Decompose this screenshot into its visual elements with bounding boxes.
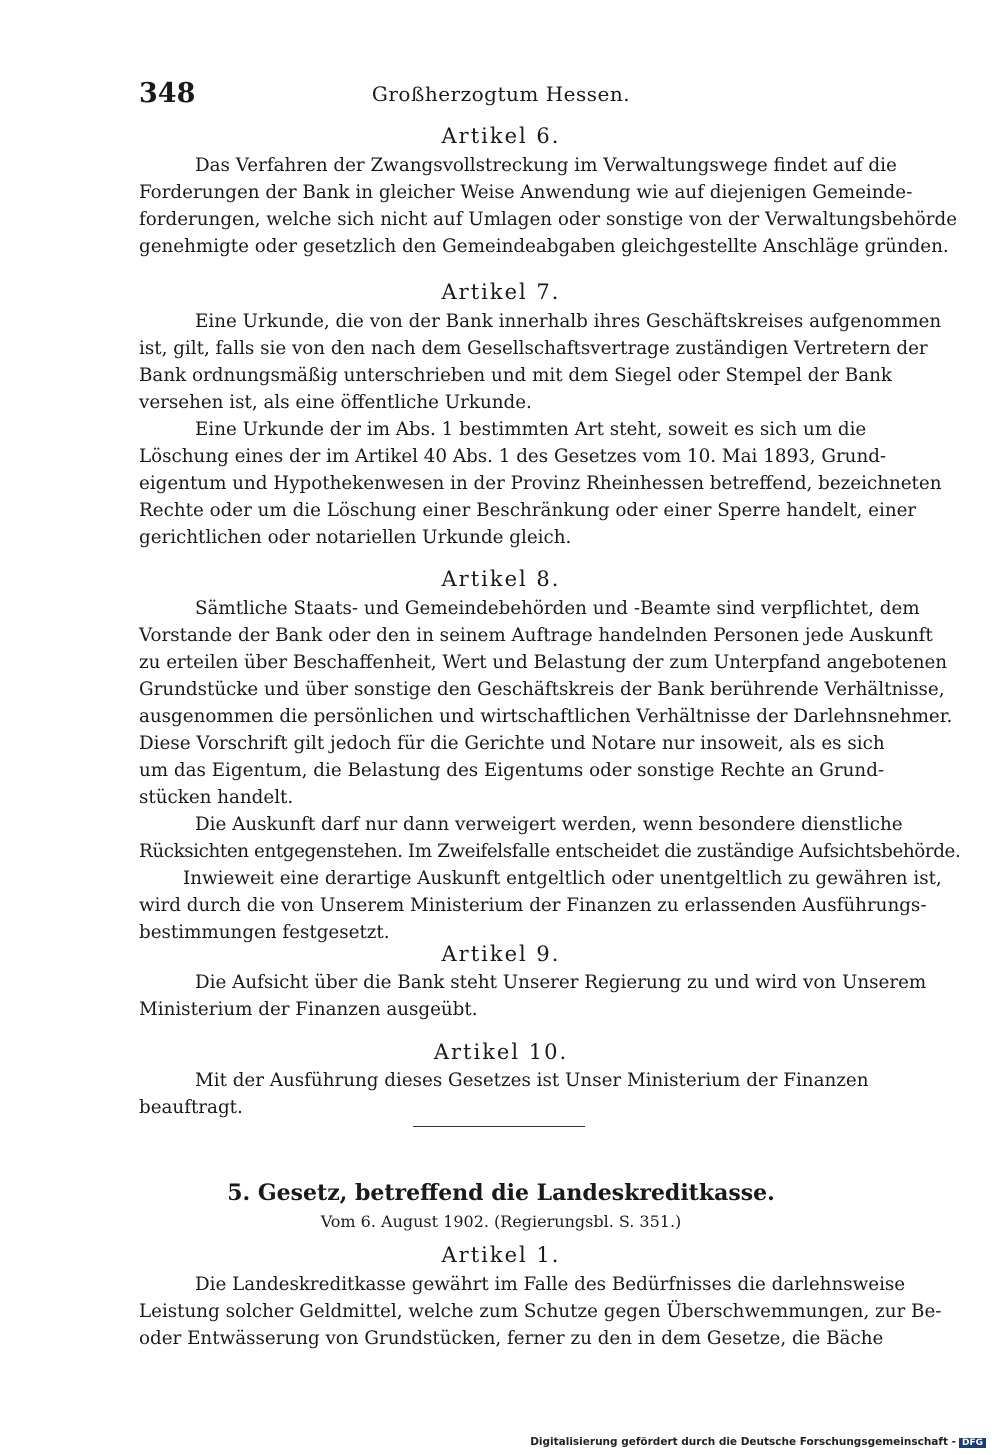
article-heading: Artikel 1. [441, 1243, 561, 1267]
page-number: 348 [139, 78, 196, 109]
footer-text: Digitalisierung gefördert durch die Deutsche Forschungsgemeinschaft - [530, 1436, 956, 1448]
text-line: Die Landeskreditkasse gewährt im Falle des Bedürfnisses die darlehnsweise [195, 1274, 906, 1295]
text-line: Mit der Ausführung dieses Gesetzes ist Unser Ministerium der Finanzen [195, 1070, 869, 1091]
article-heading: Artikel 7. [441, 280, 561, 304]
article-heading: Artikel 8. [441, 567, 561, 591]
section-divider [413, 1126, 585, 1127]
paragraph [139, 595, 953, 811]
text-line: Vorstande der Bank oder den in seinem Auftrage handelnden Personen jede Auskunft [139, 625, 933, 646]
text-line: Rücksichten entgegenstehen. Im Zweifelsfalle entscheidet die zuständige Aufsichtsbehörde. [139, 841, 961, 862]
text-line: Sämtliche Staats- und Gemeindebehörden und -Beamte sind verpflichtet, dem [195, 598, 920, 619]
article-9 [139, 942, 927, 1023]
text-line: forderungen, welche sich nicht auf Umlagen oder sonstige von der Verwaltungsbehörde [139, 209, 958, 230]
text-line: Eine Urkunde, die von der Bank innerhalb ihres Geschäftskreises aufgenommen [195, 311, 942, 332]
text-line: wird durch die von Unserem Ministerium der Finanzen zu erlassenden Ausführungs- [139, 895, 927, 916]
text-line: bestimmungen festgesetzt. [139, 922, 390, 943]
text-line: Rechte oder um die Löschung einer Beschränkung oder einer Sperre handelt, einer [139, 500, 917, 521]
text-line: Diese Vorschrift gilt jedoch für die Gerichte und Notare nur insoweit, als es sich [139, 733, 885, 754]
article-8 [139, 567, 961, 946]
digitization-footer [530, 1436, 986, 1448]
text-line: ausgenommen die persönlichen und wirtschaftlichen Verhältnisse der Darlehnsnehmer. [139, 706, 953, 727]
text-line: Forderungen der Bank in gleicher Weise Anwendung wie auf diejenigen Gemeinde- [139, 182, 913, 203]
text-line: Die Auskunft darf nur dann verweigert werden, wenn besondere dienstliche [195, 814, 903, 835]
article-heading: Artikel 6. [441, 124, 561, 148]
paragraph [139, 308, 942, 416]
paragraph [139, 152, 958, 260]
paragraph [139, 969, 927, 1023]
text-line: Die Aufsicht über die Bank steht Unserer Regierung zu und wird von Unserem [195, 972, 927, 993]
text-line: Inwieweit eine derartige Auskunft entgeltlich oder unentgeltlich zu gewähren ist, [183, 868, 942, 889]
text-line: Bank ordnungsmäßig unterschrieben und mit dem Siegel oder Stempel der Bank [139, 365, 892, 386]
paragraph [139, 811, 961, 865]
text-line: Grundstücke und über sonstige den Geschäftskreis der Bank berührende Verhältnisse, [139, 679, 945, 700]
law-article-1 [139, 1243, 942, 1352]
paragraph [139, 416, 942, 551]
article-heading: Artikel 9. [441, 942, 561, 966]
text-line: um das Eigentum, die Belastung des Eigentums oder sonstige Rechte an Grund- [139, 760, 885, 781]
text-line: genehmigte oder gesetzlich den Gemeindeabgaben gleichgestellte Anschläge gründen. [139, 236, 949, 257]
law-title: 5. Gesetz, betreffend die Landeskreditkasse. [227, 1180, 775, 1206]
text-line: versehen ist, als eine öffentliche Urkunde. [139, 392, 532, 413]
running-title: Großherzogtum Hessen. [371, 82, 631, 106]
article-7 [139, 280, 942, 551]
text-line: ist, gilt, falls sie von den nach dem Gesellschaftsvertrage zuständigen Vertretern der [139, 338, 928, 359]
text-line: Eine Urkunde der im Abs. 1 bestimmten Art steht, soweit es sich um die [195, 419, 867, 440]
text-line: oder Entwässerung von Grundstücken, ferner zu den in dem Gesetze, die Bäche [139, 1328, 884, 1349]
paragraph [139, 1067, 869, 1121]
text-line: eigentum und Hypothekenwesen in der Provinz Rheinhessen betreffend, bezeichneten [139, 473, 942, 494]
text-line: zu erteilen über Beschaffenheit, Wert und Belastung der zum Unterpfand angebotenen [139, 652, 948, 673]
page-header [139, 78, 863, 112]
paragraph [139, 1271, 942, 1352]
text-line: Leistung solcher Geldmittel, welche zum Schutze gegen Überschwemmungen, zur Be- [139, 1301, 942, 1322]
text-line: Das Verfahren der Zwangsvollstreckung im Verwaltungswege findet auf die [195, 155, 897, 176]
text-line: gerichtlichen oder notariellen Urkunde gleich. [139, 527, 572, 548]
text-line: beauftragt. [139, 1097, 243, 1118]
text-line: Löschung eines der im Artikel 40 Abs. 1 des Gesetzes vom 10. Mai 1893, Grund- [139, 446, 887, 467]
text-line: stücken handelt. [139, 787, 294, 808]
article-6 [139, 124, 958, 260]
article-10 [139, 1040, 869, 1121]
article-heading: Artikel 10. [433, 1040, 569, 1064]
dfg-logo: DFG [959, 1438, 986, 1448]
text-line: Ministerium der Finanzen ausgeübt. [139, 999, 478, 1020]
law-subtitle: Vom 6. August 1902. (Regierungsbl. S. 351.) [320, 1212, 682, 1231]
paragraph [139, 865, 942, 946]
